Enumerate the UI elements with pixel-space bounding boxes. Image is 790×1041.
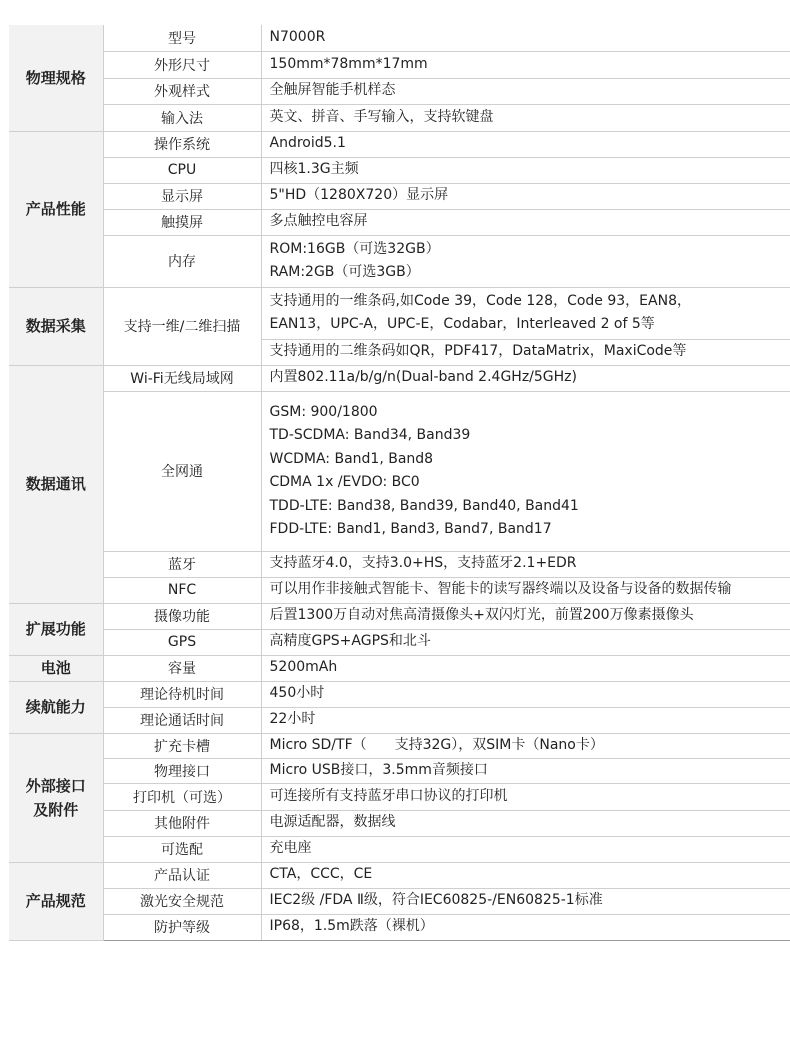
- spec-value-line: GSM: 900/1800: [269, 403, 378, 420]
- spec-name-cell: GPS: [103, 629, 261, 655]
- spec-name-cell: 操作系统: [103, 131, 261, 157]
- category-cell: 数据通讯: [9, 365, 103, 603]
- spec-value-cell: [261, 78, 790, 104]
- spec-value-line: 450小时: [269, 685, 325, 702]
- spec-value-line: 多点触控电容屏: [269, 213, 368, 230]
- category-cell: 物理规格: [9, 25, 103, 131]
- spec-name-cell: 防护等级: [103, 914, 261, 940]
- spec-row: [9, 104, 790, 131]
- spec-name-cell: 触摸屏: [103, 209, 261, 235]
- spec-value-line: 内置802.11a/b/g/n(Dual-band 2.4GHz/5GHz): [269, 369, 577, 386]
- category-cell: 外部接口及附件: [9, 733, 103, 862]
- spec-value-cell: [261, 391, 790, 551]
- spec-value-line: 高精度GPS+AGPS和北斗: [269, 633, 431, 650]
- spec-row: [9, 810, 790, 836]
- spec-name-cell: 容量: [103, 655, 261, 681]
- spec-value-line: Micro SD/TF（ 支持32G），双SIM卡（Nano卡）: [269, 736, 604, 753]
- category-cell: 数据采集: [9, 287, 103, 365]
- spec-value-line: 后置1300万自动对焦高清摄像头+双闪灯光，前置200万像素摄像头: [269, 607, 694, 624]
- spec-value-line: IP68，1.5m跌落（裸机）: [269, 918, 434, 935]
- spec-name-cell: 输入法: [103, 104, 261, 131]
- category-cell: 续航能力: [9, 681, 103, 733]
- spec-name-cell: 显示屏: [103, 183, 261, 209]
- spec-row: [9, 914, 790, 940]
- spec-value-cell: [261, 104, 790, 131]
- spec-name-cell: 内存: [103, 235, 261, 287]
- spec-value-line: 150mm*78mm*17mm: [269, 55, 428, 72]
- spec-row: [9, 681, 790, 707]
- spec-value-cell: [261, 733, 790, 758]
- spec-value-cell: [261, 914, 790, 940]
- spec-value-line: RAM:2GB（可选3GB）: [269, 264, 420, 280]
- spec-value-cell: [261, 157, 790, 183]
- spec-row: [9, 391, 790, 551]
- spec-value-cell: [261, 551, 790, 577]
- spec-name-cell: 理论通话时间: [103, 707, 261, 733]
- spec-name-cell: 物理接口: [103, 758, 261, 783]
- spec-row: [9, 603, 790, 629]
- spec-value-cell: [261, 235, 790, 287]
- spec-row: [9, 577, 790, 603]
- spec-value-cell: [261, 339, 790, 365]
- spec-name-cell: 外观样式: [103, 78, 261, 104]
- spec-value-line: WCDMA: Band1, Band8: [269, 450, 434, 467]
- spec-value-line: 电源适配器，数据线: [269, 814, 396, 831]
- spec-row: [9, 235, 790, 287]
- spec-value-line: EAN13，UPC-A，UPC-E，Codabar，Interleaved 2 of 5等: [269, 316, 655, 332]
- spec-value-line: IEC2级 /FDA Ⅱ级，符合IEC60825-/EN60825-1标准: [269, 892, 603, 909]
- spec-name-cell: 打印机（可选）: [103, 783, 261, 810]
- spec-value-line: TD-SCDMA: Band34, Band39: [269, 427, 471, 443]
- spec-row: [9, 365, 790, 391]
- spec-name-cell: 扩充卡槽: [103, 733, 261, 758]
- spec-row: [9, 888, 790, 914]
- spec-value-line: Micro USB接口，3.5mm音频接口: [269, 761, 488, 778]
- spec-row: [9, 183, 790, 209]
- spec-name-cell: 产品认证: [103, 862, 261, 888]
- spec-value-cell: [261, 25, 790, 51]
- category-cell: 产品规范: [9, 862, 103, 940]
- spec-row: [9, 655, 790, 681]
- spec-value-cell: [261, 758, 790, 783]
- spec-value-line: 四核1.3G主频: [269, 161, 359, 178]
- spec-value-line: 支持通用的二维条码如QR，PDF417，DataMatrix，MaxiCode等: [269, 343, 687, 360]
- category-cell: 产品性能: [9, 131, 103, 287]
- spec-table-body: [9, 25, 790, 940]
- spec-value-line: 英文、拼音、手写输入，支持软键盘: [269, 108, 494, 125]
- spec-row: [9, 157, 790, 183]
- spec-value-cell: [261, 183, 790, 209]
- spec-value-line: TDD-LTE: Band38, Band39, Band40, Band41: [269, 497, 579, 514]
- spec-name-cell: 摄像功能: [103, 603, 261, 629]
- spec-value-line: 可以用作非接触式智能卡、智能卡的读写器终端以及设备与设备的数据传输: [269, 581, 732, 598]
- spec-value-cell: [261, 365, 790, 391]
- spec-value-line: N7000R: [269, 29, 326, 45]
- spec-value-cell: [261, 131, 790, 157]
- spec-value-cell: [261, 655, 790, 681]
- spec-value-cell: [261, 888, 790, 914]
- spec-name-cell: 全网通: [103, 391, 261, 551]
- spec-value-line: CDMA 1x /EVDO: BC0: [269, 474, 420, 490]
- spec-value-cell: [261, 836, 790, 862]
- spec-value-line: 22小时: [269, 711, 316, 728]
- spec-value-line: 支持通用的一维条码,如Code 39，Code 128，Code 93，EAN8，: [269, 292, 691, 309]
- spec-name-cell: 支持一维/二维扫描: [103, 287, 261, 365]
- spec-row: [9, 783, 790, 810]
- spec-name-cell: CPU: [103, 157, 261, 183]
- spec-value-line: 全触屏智能手机样态: [269, 82, 396, 99]
- spec-value-cell: [261, 783, 790, 810]
- spec-name-cell: Wi-Fi无线局域网: [103, 365, 261, 391]
- spec-table: [9, 25, 790, 941]
- spec-value-cell: [261, 707, 790, 733]
- spec-row: [9, 862, 790, 888]
- spec-value-cell: [261, 603, 790, 629]
- spec-name-cell: 其他附件: [103, 810, 261, 836]
- spec-value-cell: [261, 810, 790, 836]
- category-cell: 扩展功能: [9, 603, 103, 655]
- category-cell: 电池: [9, 655, 103, 681]
- spec-name-cell: 可选配: [103, 836, 261, 862]
- spec-row: [9, 25, 790, 51]
- spec-value-cell: [261, 629, 790, 655]
- spec-row: [9, 629, 790, 655]
- spec-value-line: CTA，CCC，CE: [269, 866, 373, 883]
- spec-row: [9, 78, 790, 104]
- spec-value-line: ROM:16GB（可选32GB）: [269, 240, 440, 257]
- spec-value-cell: [261, 681, 790, 707]
- spec-value-cell: [261, 287, 790, 339]
- spec-name-cell: NFC: [103, 577, 261, 603]
- spec-value-line: 5200mAh: [269, 659, 338, 676]
- spec-row: [9, 51, 790, 78]
- spec-value-line: Android5.1: [269, 135, 346, 152]
- spec-row: [9, 707, 790, 733]
- spec-name-cell: 蓝牙: [103, 551, 261, 577]
- spec-row: [9, 551, 790, 577]
- spec-row: [9, 836, 790, 862]
- spec-value-line: FDD-LTE: Band1, Band3, Band7, Band17: [269, 521, 552, 537]
- spec-value-line: 支持蓝牙4.0，支持3.0+HS，支持蓝牙2.1+EDR: [269, 555, 577, 572]
- spec-name-cell: 外形尺寸: [103, 51, 261, 78]
- spec-name-cell: 理论待机时间: [103, 681, 261, 707]
- spec-value-line: 5"HD（1280X720）显示屏: [269, 187, 449, 204]
- spec-name-cell: 激光安全规范: [103, 888, 261, 914]
- spec-value-cell: [261, 209, 790, 235]
- spec-value-line: 可连接所有支持蓝牙串口协议的打印机: [269, 787, 508, 804]
- spec-row: [9, 209, 790, 235]
- spec-value-line: 充电座: [269, 840, 312, 857]
- spec-name-cell: 型号: [103, 25, 261, 51]
- spec-value-cell: [261, 577, 790, 603]
- spec-row: [9, 131, 790, 157]
- spec-value-cell: [261, 862, 790, 888]
- spec-row: [9, 758, 790, 783]
- spec-row: [9, 733, 790, 758]
- spec-value-cell: [261, 51, 790, 78]
- spec-row: [9, 287, 790, 339]
